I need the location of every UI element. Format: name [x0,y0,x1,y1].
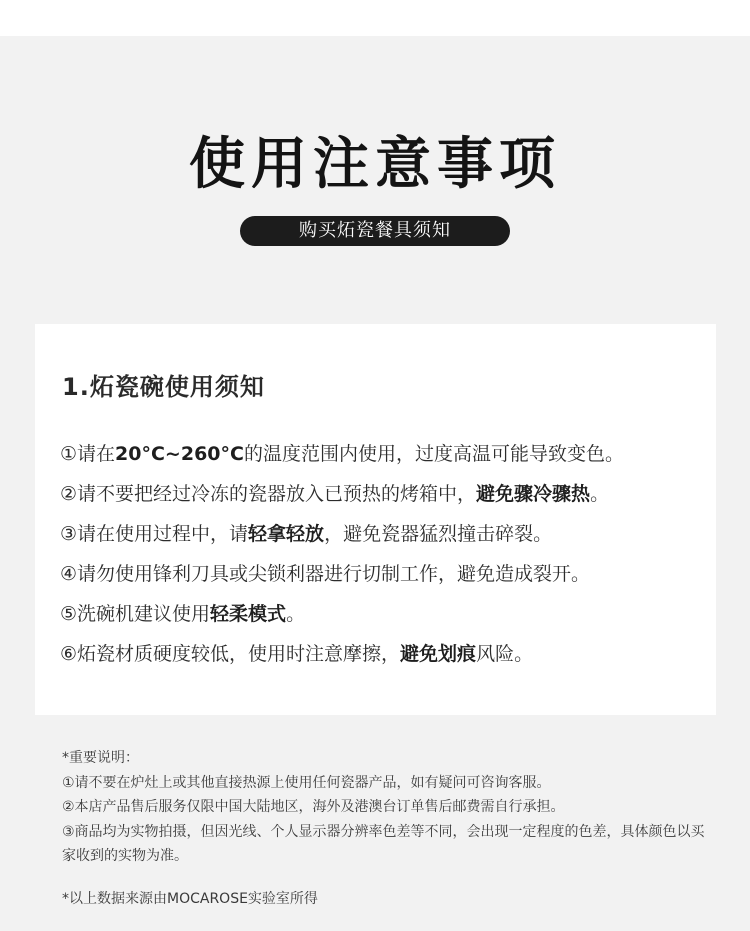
usage-card [35,324,716,715]
section-heading: 1.炻瓷碗使用须知 [62,373,265,401]
tip-text: ⑥炻瓷材质硬度较低，使用时注意摩擦， [60,643,401,665]
notes-heading: *重要说明： [62,750,139,766]
tip-list [60,435,710,675]
tip-emphasis: 轻拿轻放 [248,523,325,545]
tip-item-4 [60,555,710,595]
note-item-2: ②本店产品售后服务仅限中国大陆地区，海外及港澳台订单售后邮费需自行承担。 [62,799,565,815]
tip-text: ④请勿使用锋利刀具或尖锁利器进行切制工作，避免造成裂开。 [60,563,591,585]
tip-item-5 [60,595,710,635]
top-strip [0,0,750,36]
tip-text: ①请在 [60,443,116,465]
tip-text: ，避免瓷器猛烈撞击碎裂。 [324,523,553,545]
tip-text: 风险。 [476,643,534,665]
tip-text: ②请不要把经过冷冻的瓷器放入已预热的烤箱中， [60,483,477,505]
tip-text: ③请在使用过程中，请 [60,523,249,545]
note-item-3: ③商品均为实物拍摄，但因光线、个人显示器分辨率色差等不同，会出现一定程度的色差，具体颜色以买家收到的实物为准。 [62,823,705,864]
tip-item-2 [60,475,710,515]
note-item-1: ①请不要在炉灶上或其他直接热源上使用任何瓷器产品，如有疑问可咨询客服。 [62,774,551,791]
tip-text: ⑤洗碗机建议使用 [60,603,211,625]
subtitle-badge: 购买炻瓷餐具须知 [240,216,510,246]
tip-text: 。 [590,483,610,505]
tip-item-6 [60,635,710,675]
tip-text: 的温度范围内使用，过度高温可能导致变色。 [243,443,624,465]
page-title: 使用注意事项 [189,131,561,197]
tip-emphasis: 轻柔模式 [210,603,287,625]
tip-emphasis: 避免划痕 [400,643,477,665]
tip-item-3 [60,515,710,555]
tip-emphasis: 避免骤冷骤热 [476,483,591,505]
tip-item-1 [60,435,710,475]
data-source-note: *以上数据来源由MOCAROSE实验室所得 [62,891,318,907]
tip-emphasis: 20°C~260°C [115,443,244,465]
important-notes [62,746,712,869]
tip-text: 。 [286,603,306,625]
